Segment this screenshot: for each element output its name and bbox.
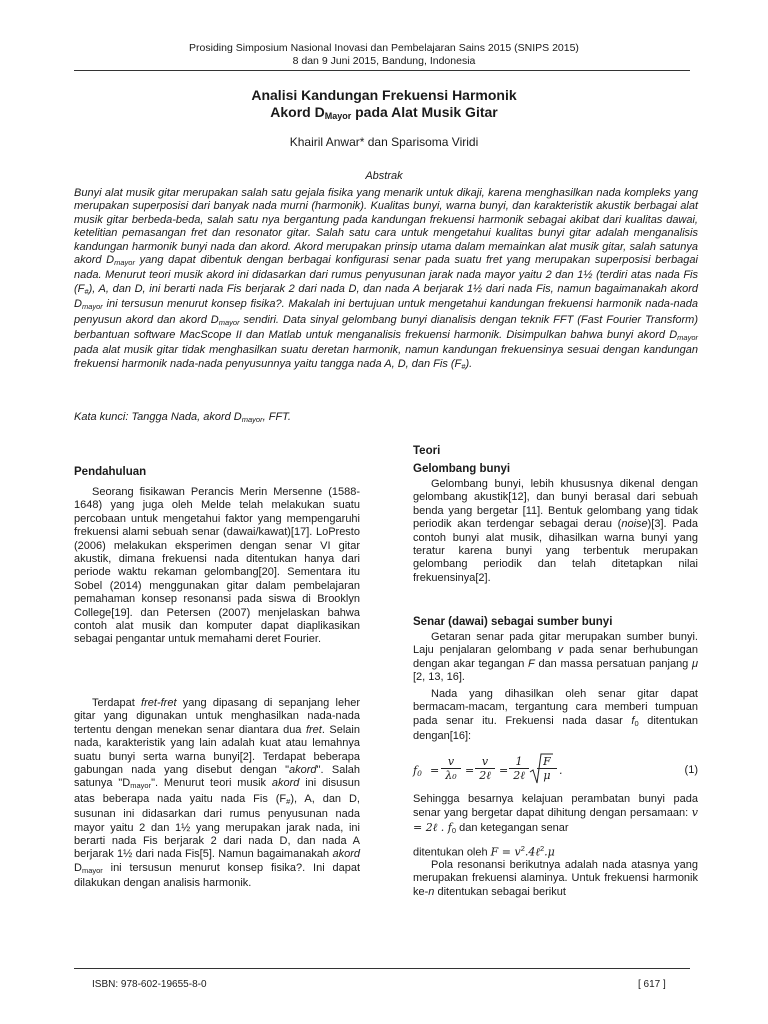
header-divider bbox=[74, 70, 690, 71]
senar-paragraph-4: ditentukan oleh $F = v^2.4\ell^2.\mu$ bbox=[413, 844, 555, 859]
header-line-2: 8 dan 9 Juni 2015, Bandung, Indonesia bbox=[292, 55, 476, 67]
header-line-1: Prosiding Simposium Nasional Inovasi dan Pembelajaran Sains 2015 (SNIPS 2015) bbox=[189, 42, 579, 54]
abstract-heading: Abstrak bbox=[365, 170, 403, 182]
title-line-1: Analisi Kandungan Frekuensi Harmonik bbox=[251, 87, 517, 103]
eq1-lhs: $f_0$ bbox=[413, 764, 422, 778]
eq1-fraction-2: v 2ℓ bbox=[475, 755, 495, 782]
pendahuluan-paragraph-2: Terdapat fret-fret yang dipasang di sepanjang leher gitar yang digunakan untuk menghasilkan nada-nada tertentu dengan menekan senar diantara dua fret. Selain nada, karakteristik yang lain adalah kuat atau lemahnya suatu bunyi serta warna bunyi[2]. Terdapat beberapa gabungan nada yang disebut dengan "akord". Salah satunya "$D_{mayor}$". Menurut teori musik akord ini disusun atas beberapa nada yaitu nada Fis $(F_{\#})$, A, dan D, susunan ini didasarkan dari rumus penyusunan nada mayor yaitu 2 dan 1½ yang merupakan jarak nada, ini berarti nada Fis berjarak 2 dari nada D, dan nada A berjarak 1½ dari nada Fis[5]. Namun bagaimanakah akord $D_{mayor}$ ini tersusun menurut konsep fisika?. Ini dapat dilakukan dengan analisis harmonik. bbox=[74, 697, 360, 890]
eq1-fraction-3: 1 2ℓ bbox=[509, 755, 529, 782]
subsection-heading-senar: Senar (dawai) sebagai sumber bunyi bbox=[413, 616, 613, 628]
proceedings-header bbox=[0, 42, 768, 68]
senar-paragraph-3: Sehingga besarnya kelajuan perambatan bunyi pada senar yang bergetar dapat dihitung dengan persamaan: v = 2ℓ . $f_0$ dan ketegangan senar bbox=[413, 793, 698, 835]
eq1-period: . bbox=[559, 764, 563, 777]
paper-title bbox=[0, 87, 768, 125]
senar-paragraph-5: Pola resonansi berikutnya adalah nada atasnya yang merupakan frekuensi alaminya. Untuk frekuensi harmonik ke-n ditentukan sebagai berikut bbox=[413, 859, 698, 898]
section-heading-pendahuluan: Pendahuluan bbox=[74, 466, 147, 478]
equation-1 bbox=[413, 752, 698, 788]
equation-number: (1) bbox=[684, 764, 698, 776]
title-line-2: Akord $D_{Mayor}$ pada Alat Musik Gitar bbox=[270, 104, 498, 121]
pendahuluan-paragraph-1: Seorang fisikawan Perancis Merin Mersenne (1588-1648) yang juga oleh Melde telah melakukan suatu percobaan untuk mengetahui faktor yang mempengaruhi frekuensi alami sebuah senar (dawai/kawat)[17]. LoPresto (2006) melakukan eksperimen dengan senar VI gitar akustik, dimana frekuensi nada ditentukan hanya dari periode waktu rekaman gelombang[20]. Sementara itu Sobel (2014) menggunakan gitar dalam pembelajaran pemahaman konsep resonansi pada siswa di Brooklyn College[19]. dan Petersen (2007) menjelaskan bahwa contoh alat musik dan komputer dapat diaplikasikan sebagai pengantar untuk memahami deret Fourier. bbox=[74, 486, 360, 646]
page-number: [ 617 ] bbox=[638, 979, 666, 990]
keywords: Kata kunci: Tangga Nada, akord $D_{mayor}$, FFT. bbox=[74, 411, 291, 424]
eq1-equals-3: = bbox=[499, 764, 509, 777]
eq1-fraction-1: $\frac{v}{\text{λ₀}}$ bbox=[441, 755, 461, 782]
gelombang-bunyi-paragraph: Gelombang bunyi, lebih khususnya dikenal dengan gelombang akustik[12], dan bunyi berasal dari sebuah benda yang bergetar [11]. Bentuk gelombang yang tidak periodik akan terdengar sebagai derau (noise)[3]. Pada contoh bunyi alat musik, dihasilkan warna bunyi yang teratur karena bunyi yang terbentuk merupakan gelombang periodik dan telah ditetapkan nilai frekuensinya[2]. bbox=[413, 478, 698, 584]
subsection-heading-gelombang-bunyi: Gelombang bunyi bbox=[413, 463, 511, 475]
senar-paragraph-1: Getaran senar pada gitar merupakan sumber bunyi. Laju penjalaran gelombang v pada senar berhubungan dengan akar tegangan F dan massa persatuan panjang μ [2, 13, 16]. bbox=[413, 631, 699, 684]
isbn: ISBN: 978-602-19655-8-0 bbox=[92, 979, 207, 990]
abstract-text: Bunyi alat musik gitar merupakan salah satu gejala fisika yang menarik untuk dikaji, karena menghasilkan nada kompleks yang merupakan superposisi dari banyak nada murni (harmonik). Kualitas bunyi, warna bunyi, dan karakteristik akustik berbagai alat musik gitar berbeda-beda, salah satu nya bergantung pada kandungan frekuensi harmonik sebagai akibat dari kualitas dawai, ketelitian pemasangan fret dan resonator gitar. Salah satu cara untuk mengetahui kualitas bunyi gitar adalah menganalisis kandungan harmonik bunyi nada dan akord. Akord merupakan prinsip utama dalam memainkan alat musik gitar, salah satunya akord $D_{mayor}$ yang dapat dibentuk dengan berbagai konfigurasi senar pada suatu fret yang merupakan superposisi berbagai nada. Menurut teori musik akord ini didasarkan dari rumus penyusunan jarak nada mayor yaitu 2 dan 1½ (terdiri atas nada Fis $(F_{\#})$, A, dan D, ini berarti nada Fis berjarak 2 dari nada D, dan nada A berjarak 1½ dari nada Fis, namun bagaimanakah akord $D_{mayor}$ ini tersusun menurut konsep fisika?. Makalah ini bertujuan untuk mengetahui kandungan frekuensi harmonik nada-nada penyusun akord dan akord $D_{mayor}$ sendiri. Data sinyal gelombang bunyi dianalisis dengan teknik FFT (Fast Fourier Transform) berbantuan software MacScope II dan Matlab untuk menganalisis frekuensi harmonik. Disimpulkan bahwa bunyi akord $D_{mayor}$ pada alat musik gitar tidak menghasilkan suatu deretan harmonik, namun kandungan frekuensinya sesuai dengan kandungan frekuensi harmonik nada-nada penyusunnya yaitu tangga nada A, D, dan Fis $(F_{\#})$. bbox=[74, 187, 698, 371]
section-heading-teori: Teori bbox=[413, 445, 441, 457]
footer-divider bbox=[74, 968, 690, 969]
senar-paragraph-2: Nada yang dihasilkan oleh senar gitar dapat bermacam-macam, tergantung cara memberi tumpuan pada senar itu. Frekuensi nada dasar $f_0$ ditentukan dengan[16]: bbox=[413, 688, 698, 743]
eq1-equals-1: = bbox=[430, 764, 440, 777]
eq1-sqrt-fraction: $\frac{F}{\mu}$ bbox=[537, 755, 557, 782]
authors: Khairil Anwar* dan Sparisoma Viridi bbox=[289, 135, 479, 149]
eq1-equals-2: = bbox=[465, 764, 475, 777]
